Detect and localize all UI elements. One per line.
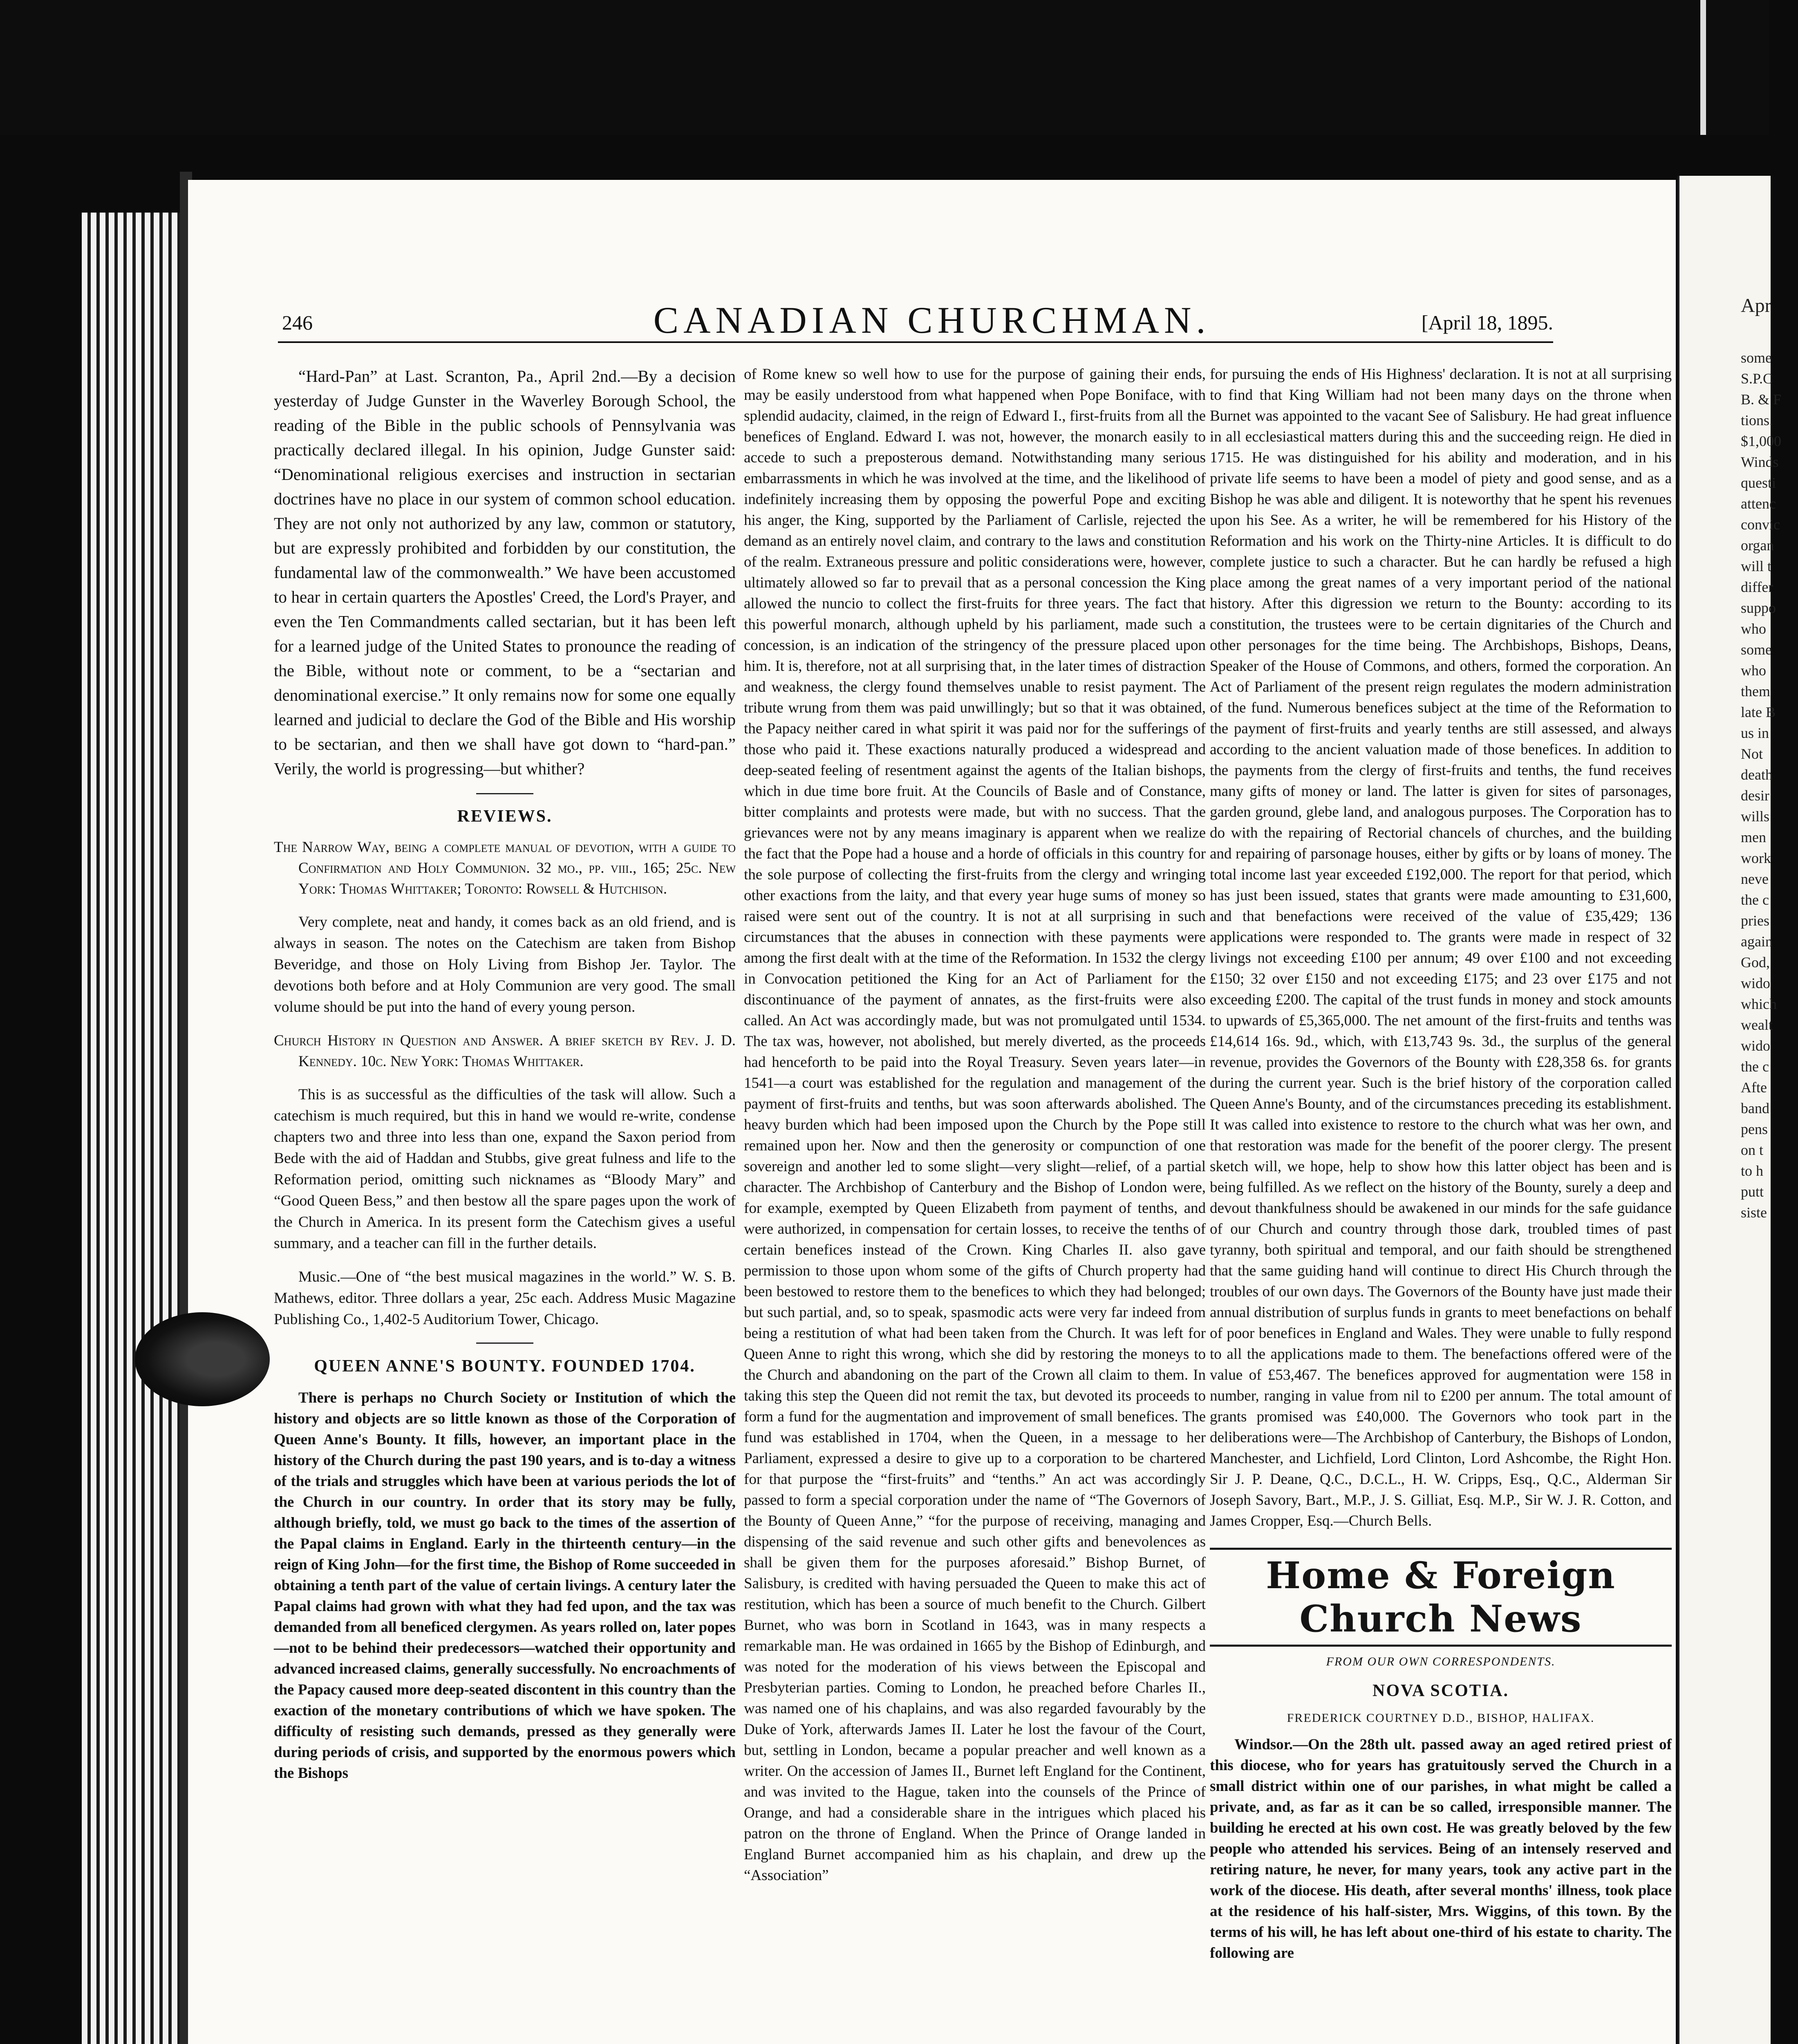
windsor-report: Windsor.—On the 28th ult. passed away an aged retired priest of this diocese, who for years has gratuitously served the Church in a small district within one of our parishes, in what might be called a private, and, as far as it can be so called, irresponsible manner. The building he erected at his own cost. He was greatly beloved by the few people who attended his services. Being of an intensely reserved and retiring nature, he never, for many years, took any active part in the work of the diocese. His death, after several months' illness, took place at the residence of his half-sister, Mrs. Wiggins, of this town. By the terms of his will, he has left about one-third of his estate to charity. The following are [1210, 1736, 1672, 1961]
neighbor-line: men [1741, 829, 1766, 845]
neighbor-line: attenc [1741, 495, 1776, 512]
neighbor-line: Winds [1741, 454, 1779, 470]
column-1 [274, 364, 736, 1796]
neighbor-column [1741, 347, 1798, 1223]
review-2-title: Church History in Question and Answer. A brief sketch by Rev. J. D. Kennedy. 10c. New York: Thomas Whittaker. [274, 1032, 736, 1070]
neighbor-line: Not [1741, 746, 1763, 762]
divider [476, 793, 533, 794]
page-number: 246 [282, 311, 313, 334]
bounty-conclusion: for pursuing the ends of His Highness' declaration. It is not at all surprising to find that King William had not been many days on the throne when Burnet was appointed to the vacant See of Salisbury. He had great influence in all ecclesiastical matters during this and the succeeding reign. He died in 1715. He was distinguished for his ability and moderation, and in his private life seems to have been a model of piety and good sense, and as a Bishop he was able and diligent. It is noteworthy that he spent his revenues upon his See. As a writer, he will be remembered for his History of the Reformation and his work on the Thirty-nine Articles. It is difficult to do complete justice to such a character. But he can hardly be refused a high place among the great names of a very important period of the national history. After this digression we return to the Bounty: according to its constitution, the trustees were to be certain dignitaries of the Church and other personages for the time being. The Archbishops, Bishops, Deans, Speaker of the House of Commons, and others, formed the corporation. An Act of Parliament of the present reign regulates the modern administration of the fund. Numerous benefices subject at the time of the Reformation to the payment of first-fruits and yearly tenths are still assessed, and always according to the ancient valuation made of those benefices. In addition to the payments from the clergy of first-fruits and tenths, the fund receives many gifts of money or land. The latter is given for sites of parsonages, garden ground, glebe land, and analogous purposes. The Corporation has to do with the repairing of Rectorial chancels of churches, and the building and repairing of parsonage houses, either by gifts or by loans of money. The total income last year exceeded £192,000. The report for that period, which has just been issued, states that grants were made amounting to £31,600, and that benefactions were received of the value of £35,429; 136 applications were responded to. The grants were made in respect of 32 livings not exceeding £100 per annum; 49 over £100 and not exceeding £150; 32 over £150 and not exceeding £175; and 23 over £175 and not exceeding £200. The capital of the trust funds in money and stock amounts to upwards of £5,365,000. The net amount of the first-fruits and tenths was £14,614 16s. 9d., which, with £13,743 9s. 3d., the surplus of the general revenue, provides the Governors of the Bounty with £28,358 6s. for grants during the current year. Such is the brief history of the corporation called Queen Anne's Bounty, and of the circumstances preceding its establishment. It was called into existence to restore to the church what was her own, and that restoration was made for the benefit of the poorer clergy. The present sketch will, we hope, help to show how this latter object has been and is being fulfilled. As we reflect on the history of the Bounty, surely a deep and devout thankfulness should be awakened in our minds for the safe guidance of our Church and country through those dark, troubled times of past tyranny, both spiritual and temporal, and our faith should be strengthened that the same guiding hand will continue to direct His Church through the troubles of our own days. The Governors of the Bounty have just made their annual distribution of surplus funds in grants to meet benefactions on behalf of poor benefices in England and Wales. They were unable to fully respond to all the applications made to them. The benefactions offered were of the value of £53,467. The benefices approved for augmentation were 158 in number, ranging in value from nil to £200 per annum. The total amount of grants promised was £40,000. The Governors who took part in the deliberations were—The Archbishop of Canterbury, the Bishops of London, Manchester, and Lichfield, Lord Clinton, Lord Ashcombe, the Right Hon. Sir J. P. Deane, Q.C., D.C.L., H. W. Cripps, Esq., Q.C., Alderman Sir Joseph Savory, Bart., M.P., J. S. Gilliat, Esq. M.P., Sir W. J. R. Cotton, and James Cropper, Esq.—Church Bells. [1210, 366, 1672, 1529]
neighbor-line: death [1741, 766, 1773, 783]
scanner-frame [0, 0, 1769, 135]
neighbor-line: B. & F [1741, 391, 1782, 408]
neighbor-line: desir [1741, 787, 1769, 804]
neighbor-line: differ [1741, 579, 1773, 595]
correspondents-subheading: FROM OUR OWN CORRESPONDENTS. [1326, 1655, 1556, 1668]
review-1-body: Very complete, neat and handy, it comes back as an old friend, and is always in season. The notes on the Catechism are taken from Bishop Beveridge, and those on Holy Living from Bishop Jer. Taylor. The devotions both before and at Holy Communion are very good. The small volume should be put into the hand of every young person. [274, 914, 736, 1015]
header-rule [278, 341, 1553, 343]
neighbor-line: some [1741, 641, 1772, 658]
neighbor-line: suppo [1741, 600, 1776, 616]
bounty-heading: QUEEN ANNE'S BOUNTY. FOUNDED 1704. [314, 1357, 696, 1376]
neighbor-line: God, [1741, 954, 1770, 970]
neighbor-line: $1,000 [1741, 433, 1781, 449]
bishop-line: FREDERICK COURTNEY D.D., BISHOP, HALIFAX. [1287, 1711, 1595, 1725]
bounty-continued: of Rome knew so well how to use for the purpose of gaining their ends, may be easily understood from what happened when Pope Boniface, with splendid audacity, claimed, in the reign of Edward I., first-fruits from all the benefices of England. Edward I. was not, however, the monarch easily to accede to such a preposterous demand. Notwithstanding many serious embarrassments in which he was involved at the time, and the likelihood of indefinitely increasing them by opposing the powerful Pope and exciting his anger, the King, supported by the Parliament of Carlisle, rejected the demand as an entirely novel claim, and contrary to the laws and constitution of the realm. Extraneous pressure and politic considerations were, however, ultimately allowed so far to prevail that as a personal concession the King allowed the nuncio to collect the first-fruits for three years. The fact that this powerful monarch, although upheld by his parliament, made such a concession, is an indication of the stringency of the pressure placed upon him. It is, therefore, not at all surprising that, in the later times of distraction and weakness, the clergy found themselves unable to resist payment. The tribute wrung from them was paid unwillingly; but so that it was obtained, the Papacy neither cared in what spirit it was paid nor for the sufferings of those who paid it. These exactions naturally produced a widespread and deep-seated feeling of resentment against the agents of the Italian bishops, which in due time bore fruit. At the Councils of Basle and of Constance, bitter complaints and protests were made, but with no success. That the grievances were not by any means imaginary is apparent when we realize the fact that the Pope had a house and a horde of officials in this country for the sole purpose of collecting the first-fruits from the clergy and wringing other exactions from the laity, and that every year huge sums of money so raised were sent out of the country. It is not at all surprising in such circumstances that the abuses in connection with these payments were among the first dealt with at the time of the Reformation. In 1532 the clergy in Convocation petitioned the King for an Act of Parliament for the discontinuance of the payment of annates, as the first-fruits were also called. An Act was accordingly made, but was not promulgated until 1534. The tax was, however, not abolished, but merely diverted, as the proceeds had henceforth to be paid into the Royal Treasury. Seven years later—in 1541—a court was established for the regulation and management of the payment of first-fruits and tenths, but was soon afterwards abolished. The heavy burden which had been imposed upon the Church by the Pope still remained upon her. Now and then the generosity or compunction of one sovereign and another led to some slight—very slight—relief, of a partial character. The Archbishop of Canterbury and the Bishop of London were, for example, exempted by Queen Elizabeth from payment of tenths, and were authorized, in compensation for certain losses, to receive the tenths of certain benefices instead of the Crown. King Charles II. also gave permission to those upon whom some of the gifts of Church property had been bestowed to restore them to the benefices to which they had belonged; but such partial, and, so to speak, spasmodic acts were very far indeed from being a restitution of what had been taken from the Church. It was left for Queen Anne to right this wrong, which she did by restoring the moneys to the Church and abandoning on the part of the Crown all claim to them. In taking this step the Queen did not remit the tax, but devoted its proceeds to form a fund for the augmentation and improvement of small benefices. The fund was established in 1704, when the Queen, in a message to her Parliament, expressed a desire to give up to a corporation to be chartered for that purpose the “first-fruits” and “tenths.” An act was accordingly passed to form a special corporation under the name of “The Governors of the Bounty of Queen Anne,” “for the purpose of receiving, managing and dispensing of the said revenue and such other gifts and benevolences as shall be given them for the purposes aforesaid.” Bishop Burnet, of Salisbury, is credited with having persuaded the Queen to make this act of restitution, which has been a source of much benefit to the Church. Gilbert Burnet, who was born in Scotland in 1643, was in many respects a remarkable man. He was ordained in 1665 by the Bishop of Edinburgh, and was noted for the moderation of his views between the Episcopal and Presbyterian parties. Coming to London, he preached before Charles II., was named one of his chaplains, and was also regarded favourably by the Duke of York, afterwards James II. Later he lost the favour of the Court, but, settling in London, became a popular preacher and well known as a writer. On the accession of James II., Burnet left England for the Continent, and was invited to the Hague, taken into the counsels of the Prince of Orange, and had a considerable share in the intrigues which placed his patron on the throne of England. When the Prince of Orange landed in England Burnet accompanied him as his chaplain, and drew up the “Association” [744, 366, 1206, 1884]
neighbor-line: us in [1741, 725, 1769, 741]
neighbor-line: wido [1741, 975, 1770, 991]
review-2-body: This is as successful as the difficulties of the task will allow. Such a catechism is much required, but this in hand we would re-write, condense chapters two and three into less than one, expand the Saxon period from Bede with the aid of Haddan and Stubbs, give great fulness and life to the Reformation period, omitting such nicknames as “Bloody Mary” and “Good Queen Bess,” and then bestow all the spare pages upon the work of the Church in America. In its present form the Catechism gives a useful summary, and a teacher can fill in the further details. [274, 1086, 736, 1252]
bounty-body: There is perhaps no Church Society or Institution of which the history and objects are so little known as those of the Corporation of Queen Anne's Bounty. It fills, however, an important place in the history of the Church during the past 190 years, and is to-day a witness of the trials and struggles which have been at various periods the lot of the Church in our country. In order that its story may be fully, although briefly, told, we must go back to the times of the assertion of the Papal claims in England. Early in the thirteenth century—in the reign of King John—for the first time, the Bishop of Rome succeeded in obtaining a tenth part of the value of certain livings. A century later the Papal claims had grown with what they had fed upon, and the tax was demanded from all beneficed clergymen. As years rolled on, later popes—not to be behind their predecessors—watched their opportunity and advanced increased claims, generally successfully. No encroachments of the Papacy caused more deep-seated discontent in this country than the exaction of the monetary contributions of which we have spoken. The difficulty of resisting such demands, pressed as they generally were during periods of crisis, and supported by the enormous powers which the Bishops [274, 1390, 736, 1782]
nova-scotia-heading: NOVA SCOTIA. [1373, 1681, 1509, 1700]
neighbor-page [1678, 176, 1782, 2044]
neighbor-line: who [1741, 662, 1766, 679]
masthead-title: CANADIAN CHURCHMAN. [653, 299, 1211, 341]
neighbor-line: Afte [1741, 1079, 1767, 1096]
neighbor-line: again [1741, 933, 1773, 950]
hardpan-article: “Hard-Pan” at Last. Scranton, Pa., April 2nd.—By a decision yesterday of Judge Gunster in the Waverley Borough School, the reading of the Bible in the public schools of Pennsylvania was practically declared illegal. In his opinion, Judge Gunster said: “Denominational religious exercises and instruction in sectarian doctrines have no place in our system of common school education. They are not only not authorized by any law, common or statutory, but are expressly prohibited and forbidden by our constitution, the fundamental law of the commonwealth.” We have been accustomed to hear in certain quarters the Apostles' Creed, the Lord's Prayer, and even the Ten Commandments called sectarian, but it has been left for a learned judge of the United States to pronounce the reading of the Bible, without note or comment, to be a “sectarian and denominational exercise.” It only remains now for some one equally learned and judicial to declare the God of the Bible and His worship to be sectarian, and then we shall have got down to “hard-pan.” Verily, the world is progressing—but whither? [274, 367, 736, 778]
neighbor-line: the c [1741, 892, 1769, 908]
neighbor-line: neve [1741, 871, 1769, 887]
neighbor-line: late B [1741, 704, 1776, 720]
neighbor-line: pries [1741, 912, 1769, 929]
review-1-title: The Narrow Way, being a complete manual of devotion, with a guide to Confirmation and Holy Communion. 32 mo., pp. viii., 165; 25c. New York: Thomas Whittaker; Toronto: Rowsell & Hutchison. [274, 839, 736, 897]
neighbor-line: who [1741, 621, 1766, 637]
neighbor-line: work [1741, 850, 1771, 866]
neighbor-line: some [1741, 350, 1772, 366]
neighbor-line: putt [1741, 1183, 1764, 1200]
reviews-heading: REVIEWS. [457, 807, 553, 826]
neighbor-line: will t [1741, 558, 1772, 574]
church-news-heading: Home & Foreign Church News [1210, 1548, 1672, 1647]
neighbor-line: band [1741, 1100, 1769, 1116]
neighbor-line: pens [1741, 1121, 1768, 1137]
neighbor-line: wills [1741, 808, 1770, 825]
neighbor-line: siste [1741, 1204, 1767, 1221]
divider [476, 1342, 533, 1344]
neighbor-line: the c [1741, 1058, 1769, 1075]
column-3 [1210, 364, 1672, 1976]
neighbor-line: on t [1741, 1142, 1764, 1158]
neighbor-line: to h [1741, 1163, 1764, 1179]
neighbor-line: tions. [1741, 412, 1773, 428]
page-header [188, 286, 1676, 347]
neighbor-line: organ [1741, 537, 1774, 554]
book-page-edges [82, 213, 180, 2044]
neighbor-header: Apr [1741, 295, 1771, 316]
column-2 [744, 364, 1206, 1898]
page-edge [1700, 0, 1706, 135]
neighbor-line: wealt [1741, 1017, 1773, 1033]
issue-date: [April 18, 1895. [1421, 311, 1553, 334]
newspaper-page [188, 180, 1676, 2044]
neighbor-line: wido [1741, 1038, 1770, 1054]
neighbor-line: them [1741, 683, 1770, 699]
thumb-shadow [135, 1312, 270, 1406]
neighbor-line: questi [1741, 475, 1776, 491]
neighbor-line: convic [1741, 516, 1780, 533]
neighbor-line: which [1741, 996, 1777, 1012]
neighbor-line: S.P.C [1741, 370, 1773, 387]
music-notice: Music.—One of “the best musical magazines in the world.” W. S. B. Mathews, editor. Three dollars a year, 25c each. Address Music Magazine Publishing Co., 1,402-5 Auditorium Tower, Chicago. [274, 1269, 736, 1328]
